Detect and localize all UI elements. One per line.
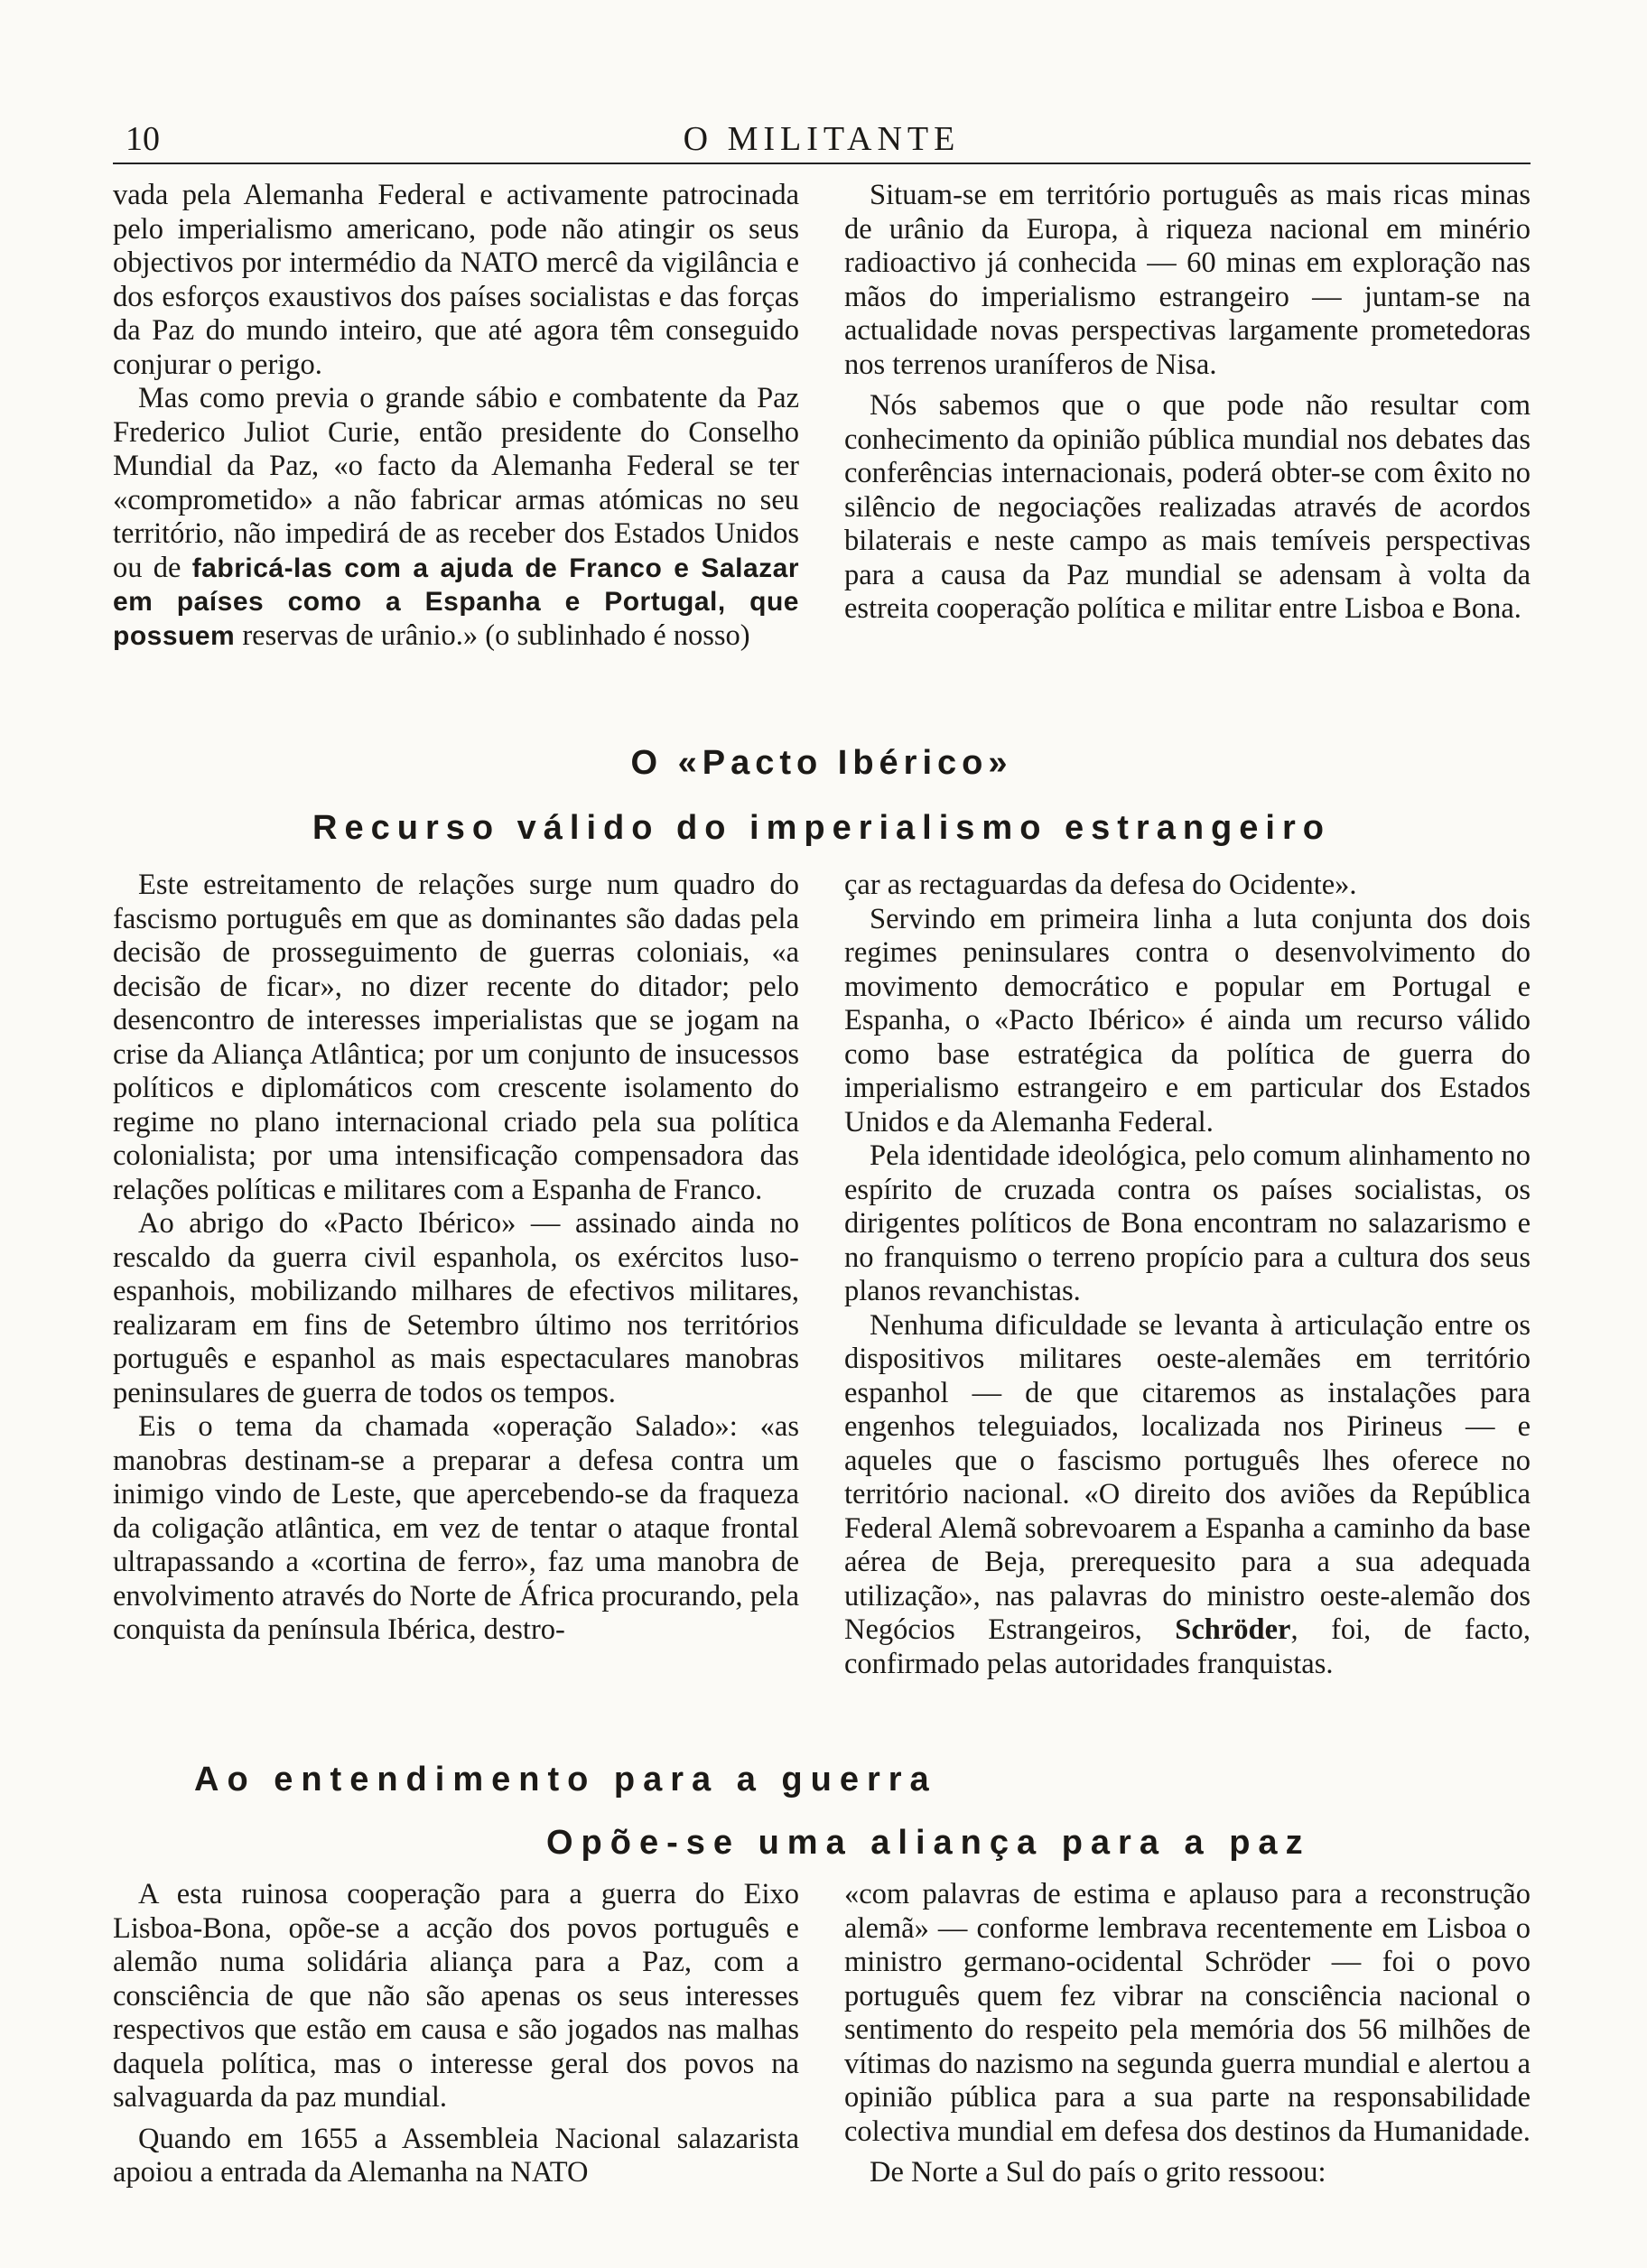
paragraph-text: reservas de urânio.» (o sublinhado é nosso) [235, 618, 750, 652]
paragraph: Ao abrigo do «Pacto Ibérico» — assinado ainda no rescaldo da guerra civil espanhola, os exércitos luso-espanhois, mobilizando milhares de efectivos militares, realizaram em fins de Setembro último nos territórios português e espanhol as mais espectaculares manobras peninsulares de guerra de todos os tempos. [113, 1207, 799, 1409]
section-2-left-column [113, 869, 799, 1648]
emphasized-text: fabricá-las com a ajuda de Franco e Salazar em países como a Espanha e Portugal, que possuem [113, 553, 799, 651]
header-rule [113, 163, 1531, 164]
emphasized-name: Schröder [1175, 1613, 1291, 1646]
paragraph: vada pela Alemanha Federal e activamente patrocinada pelo imperialismo americano, pode não atingir os seus objectivos por intermédio da NATO mercê da vigilância e dos esforços exaustivos dos países socialistas e das forças da Paz do mundo inteiro, que até agora têm conseguido conjurar o perigo. [113, 179, 799, 381]
paragraph: Quando em 1655 a Assembleia Nacional salazarista apoiou a entrada da Alemanha na NATO [113, 2122, 799, 2189]
section-heading: O «Pacto Ibérico» [630, 744, 1013, 782]
section-3-left-column [113, 1878, 799, 2190]
page-number: 10 [126, 120, 160, 158]
paragraph: A esta ruinosa cooperação para a guerra do Eixo Lisboa-Bona, opõe-se a acção dos povos português e alemão numa solidária aliança para a Paz, com a consciência de que não são apenas os seus interesses respectivos que estão em causa e são jogados nas malhas daquela política, mas o interesse geral dos povos na salvaguarda da paz mundial. [113, 1878, 799, 2114]
section-1 [113, 179, 1531, 739]
paragraph: De Norte a Sul do país o grito ressoou: [870, 2156, 1326, 2189]
paragraph: çar as rectaguardas da defesa do Ocidente». [844, 869, 1357, 901]
paragraph: Servindo em primeira linha a luta conjunta dos dois regimes peninsulares contra o desenvolvimento do movimento democrático e popular em Portugal e Espanha, o «Pacto Ibérico» é ainda um recurso válido como base estratégica da política de guerra do imperialismo estrangeiro e em particular dos Estados Unidos e da Alemanha Federal. [844, 902, 1531, 1139]
section-2-right-column [844, 869, 1531, 1681]
section-subheading: Recurso válido do imperialismo estrangeiro [312, 809, 1331, 847]
section-3 [113, 1878, 1531, 2257]
paragraph: Nós sabemos que o que pode não resultar com conhecimento da opinião pública mundial nos debates das conferências internacionais, poderá obter-se com êxito no silêncio de negociações realizadas através de acordos bilaterais e neste campo as mais temíveis perspectivas para a causa da Paz mundial se adensam à volta da estreita cooperação política e militar entre Lisboa e Bona. [844, 389, 1531, 625]
paragraph: Eis o tema da chamada «operação Salado»: «as manobras destinam-se a preparar a defesa contra um inimigo vindo de Leste, que apercebendo-se da fraqueza da coligação atlântica, em vez de tentar o ataque frontal ultrapassando a «cortina de ferro», faz uma manobra de envolvimento através do Norte de África procurando, pela conquista da península Ibérica, destro- [113, 1410, 799, 1646]
paragraph-text: Nenhuma dificuldade se levanta à articulação entre os dispositivos militares oeste-alemães em território espanhol — de que citaremos as instalações para engenhos teleguiados, localizada nos Pirineus — e aqueles que o fascismo português lhes oferece no território nacional. «O direito dos aviões da República Federal Alemã sobrevoarem a Espanha a caminho da base aérea de Beja, prerequesito para a sua adequada utilização», nas palavras do ministro oeste-alemão dos Negócios Estrangeiros, [844, 1308, 1531, 1646]
section-3-right-column [844, 1878, 1531, 2190]
section-heading: Ao entendimento para a guerra [194, 1761, 937, 1799]
section-1-left-column [113, 179, 799, 653]
page-header [113, 119, 1531, 166]
section-subheading: Opõe-se uma aliança para a paz [546, 1824, 1311, 1862]
section-1-right-column [844, 179, 1531, 627]
section-2 [113, 869, 1531, 1749]
paragraph: «com palavras de estima e aplauso para a reconstrução alemã» — conforme lembrava recentemente em Lisboa o ministro germano-ocidental Schröder — foi o povo português quem fez vibrar na consciência nacional o sentimento do respeito pela memória dos 56 milhões de vítimas do nazismo na segunda guerra mundial e alertou a opinião pública para a sua parte na responsabilidade colectiva mundial em defesa dos destinos da Humanidade. [844, 1878, 1531, 2148]
paragraph [113, 382, 799, 653]
paragraph-text: Mas como previa o grande sábio e combatente da Paz Frederico Juliot Curie, então presidente do Conselho Mundial da Paz, «o facto da Alemanha Federal se ter «comprometido» a não fabricar armas atómicas no seu território, não impedirá de as receber dos Estados Unidos ou de [113, 382, 799, 584]
journal-title: O MILITANTE [683, 120, 961, 158]
paragraph-text: , foi, de facto, confirmado pelas autoridades franquistas. [844, 1613, 1531, 1680]
paragraph: Pela identidade ideológica, pelo comum alinhamento no espírito de cruzada contra os países socialistas, os dirigentes políticos de Bona encontram no salazarismo e no franquismo o terreno propício para a cultura dos seus planos revanchistas. [844, 1139, 1531, 1307]
paragraph: Situam-se em território português as mais ricas minas de urânio da Europa, à riqueza nacional em minério radioactivo já conhecida — 60 minas em exploração nas mãos do imperialismo estrangeiro — juntam-se na actualidade novas perspectivas largamente prometedoras nos terrenos uraníferos de Nisa. [844, 179, 1531, 381]
paragraph [844, 1309, 1531, 1682]
paragraph: Este estreitamento de relações surge num quadro do fascismo português em que as dominantes são dadas pela decisão de prosseguimento de guerras coloniais, «a decisão de ficar», no dizer recente do ditador; pelo desencontro de interesses imperialistas que se jogam na crise da Aliança Atlântica; por um conjunto de insucessos políticos e diplomáticos com crescente isolamento do regime no plano internacional criado pela sua política colonialista; por uma intensificação compensadora das relações políticas e militares com a Espanha de Franco. [113, 869, 799, 1206]
